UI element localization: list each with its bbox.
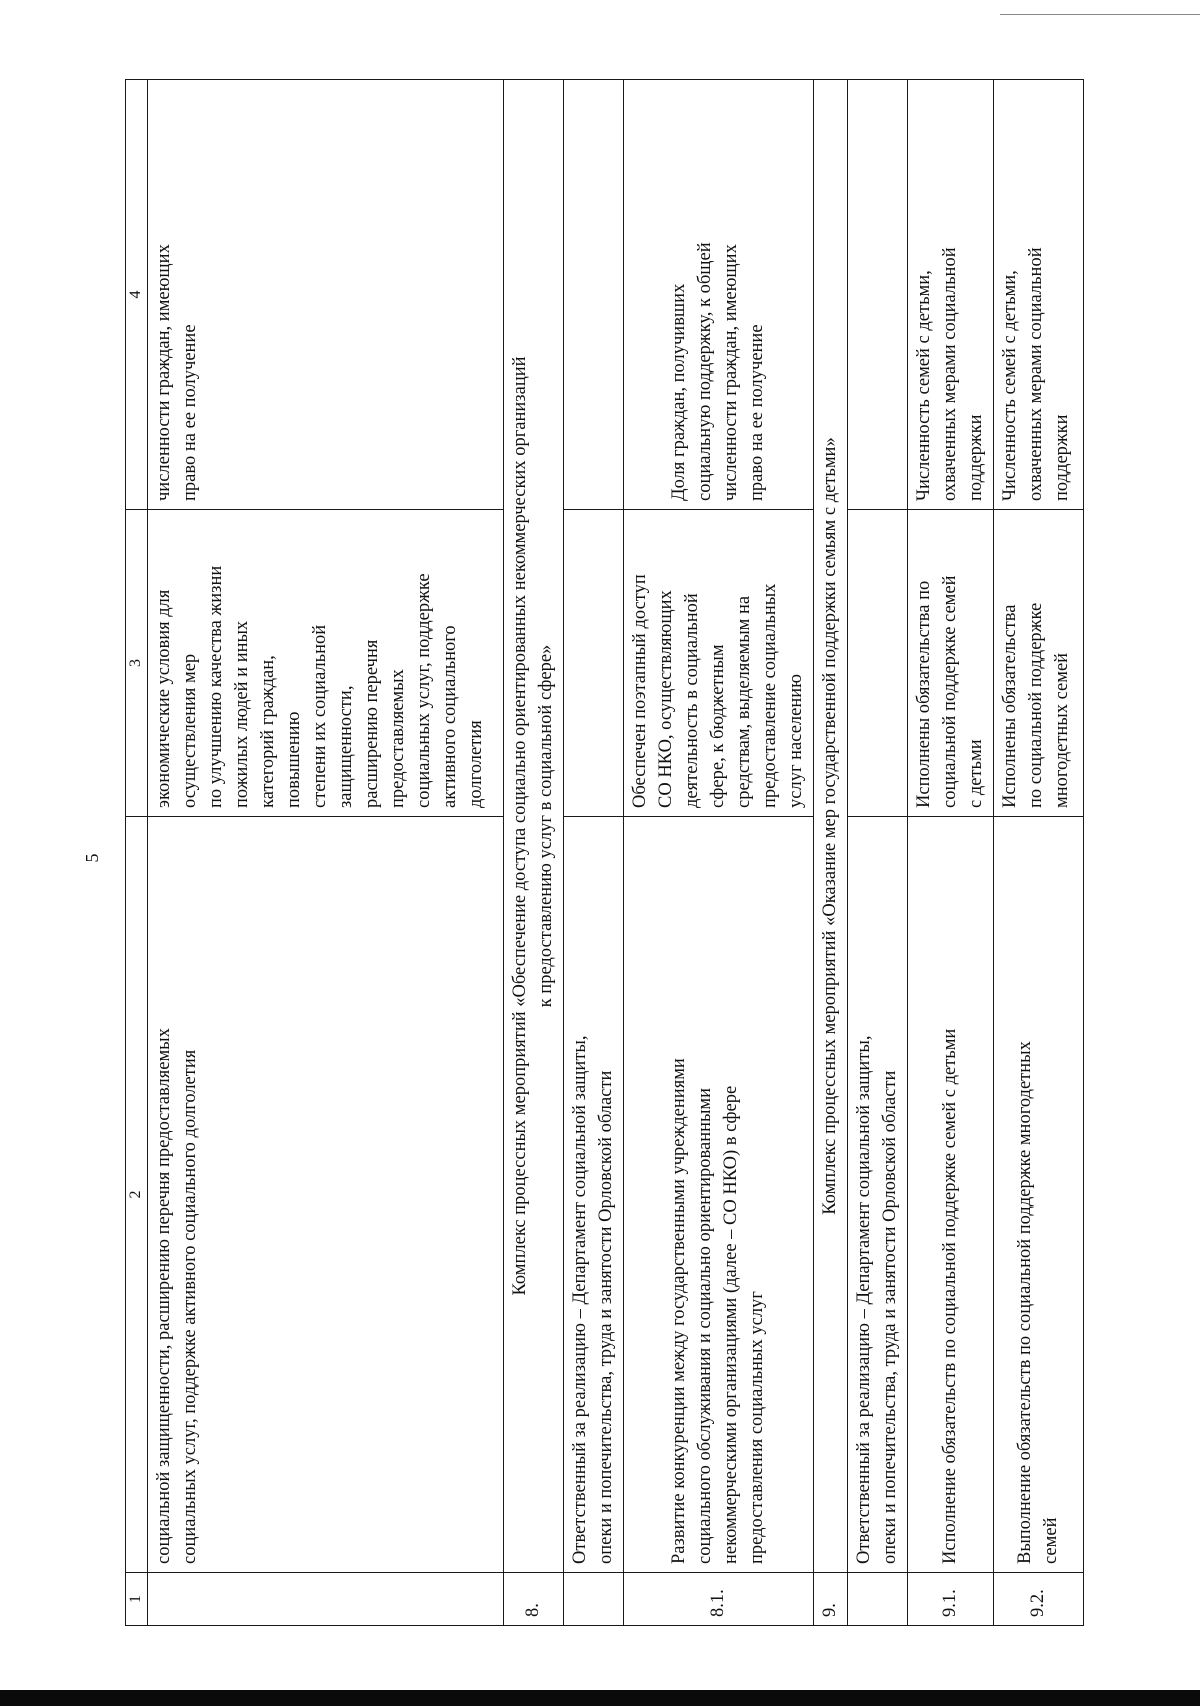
header-col-1: 1 xyxy=(126,1573,148,1626)
section-9-num: 9. xyxy=(814,1573,848,1626)
row-8-1-result: Обеспечен поэтапный доступ СО НКО, осуществляющих деятельность в социальной сфере, к бюджетным средствам, выделяемым на предоставление социальных услуг населению xyxy=(624,510,814,817)
section-8-responsible-col4 xyxy=(564,80,624,510)
scan-bottom-edge xyxy=(0,1690,1200,1706)
row-8-1-indicator: Доля граждан, получивших социальную поддержку, к общей численности граждан, имеющих право на ее получение xyxy=(624,80,814,510)
continued-row xyxy=(148,80,504,1626)
section-8-responsible-num xyxy=(564,1573,624,1626)
row-9-1-num: 9.1. xyxy=(908,1573,994,1626)
header-row xyxy=(126,80,148,1626)
row-8-1-measure: Развитие конкуренции между государственными учреждениями социального обслуживания и социально ориентированными некоммерческими организациями (далее – СО НКО) в сфере предоставления социальных услуг xyxy=(624,817,814,1573)
row-9-2-result: Исполнены обязательства по социальной поддержке многодетных семей xyxy=(994,510,1084,817)
section-9-title: Комплекс процессных мероприятий «Оказание мер государственной поддержки семьям с детьми» xyxy=(814,80,848,1573)
row-9-1-measure: Исполнение обязательств по социальной поддержке семей с детьми xyxy=(908,817,994,1573)
page-number: 5 xyxy=(82,853,102,863)
section-9-responsible-col4 xyxy=(848,80,908,510)
row-9-1 xyxy=(908,80,994,1626)
continued-row-result: экономические условия для осуществления мер по улучшению качества жизни пожилых людей и иных категорий граждан, повышению степени их социальной защищенности, расширению перечня предоставляемых социальных услуг, поддержке активного социального долголетия xyxy=(148,510,504,817)
row-8-1-num: 8.1. xyxy=(624,1573,814,1626)
row-9-2-indicator: Численность семей с детьми, охваченных мерами социальной поддержки xyxy=(994,80,1084,510)
header-col-2: 2 xyxy=(126,817,148,1573)
section-8-row xyxy=(504,80,564,1626)
measures-table-frame xyxy=(125,79,1084,1626)
measures-table xyxy=(125,79,1084,1626)
continued-row-measure: социальной защищенности, расширению перечня предоставляемых социальных услуг, поддержке активного социального долголетия xyxy=(148,817,504,1573)
row-9-2 xyxy=(994,80,1084,1626)
section-8-responsible-row xyxy=(564,80,624,1626)
section-8-num: 8. xyxy=(504,1573,564,1626)
header-col-4: 4 xyxy=(126,80,148,510)
section-9-responsible-num xyxy=(848,1573,908,1626)
row-9-1-indicator: Численность семей с детьми, охваченных мерами социальной поддержки xyxy=(908,80,994,510)
row-9-2-measure: Выполнение обязательств по социальной поддержке многодетных семей xyxy=(994,817,1084,1573)
row-8-1 xyxy=(624,80,814,1626)
section-8-title: Комплекс процессных мероприятий «Обеспечение доступа социально ориентированных некоммерческих организаций к предоставлению услуг в социальной сфере» xyxy=(504,80,564,1573)
section-9-responsible-col3 xyxy=(848,510,908,817)
continued-row-indicator: численности граждан, имеющих право на ее получение xyxy=(148,80,504,510)
section-8-responsible-col3 xyxy=(564,510,624,817)
continued-row-num xyxy=(148,1573,504,1626)
section-9-row xyxy=(814,80,848,1626)
header-col-3: 3 xyxy=(126,510,148,817)
section-9-responsible: Ответственный за реализацию – Департамент социальной защиты, опеки и попечительства, труда и занятости Орловской области xyxy=(848,817,908,1573)
section-8-responsible: Ответственный за реализацию – Департамент социальной защиты, опеки и попечительства, труда и занятости Орловской области xyxy=(564,817,624,1573)
row-9-1-result: Исполнены обязательства по социальной поддержке семей с детьми xyxy=(908,510,994,817)
row-9-2-num: 9.2. xyxy=(994,1573,1084,1626)
section-9-responsible-row xyxy=(848,80,908,1626)
